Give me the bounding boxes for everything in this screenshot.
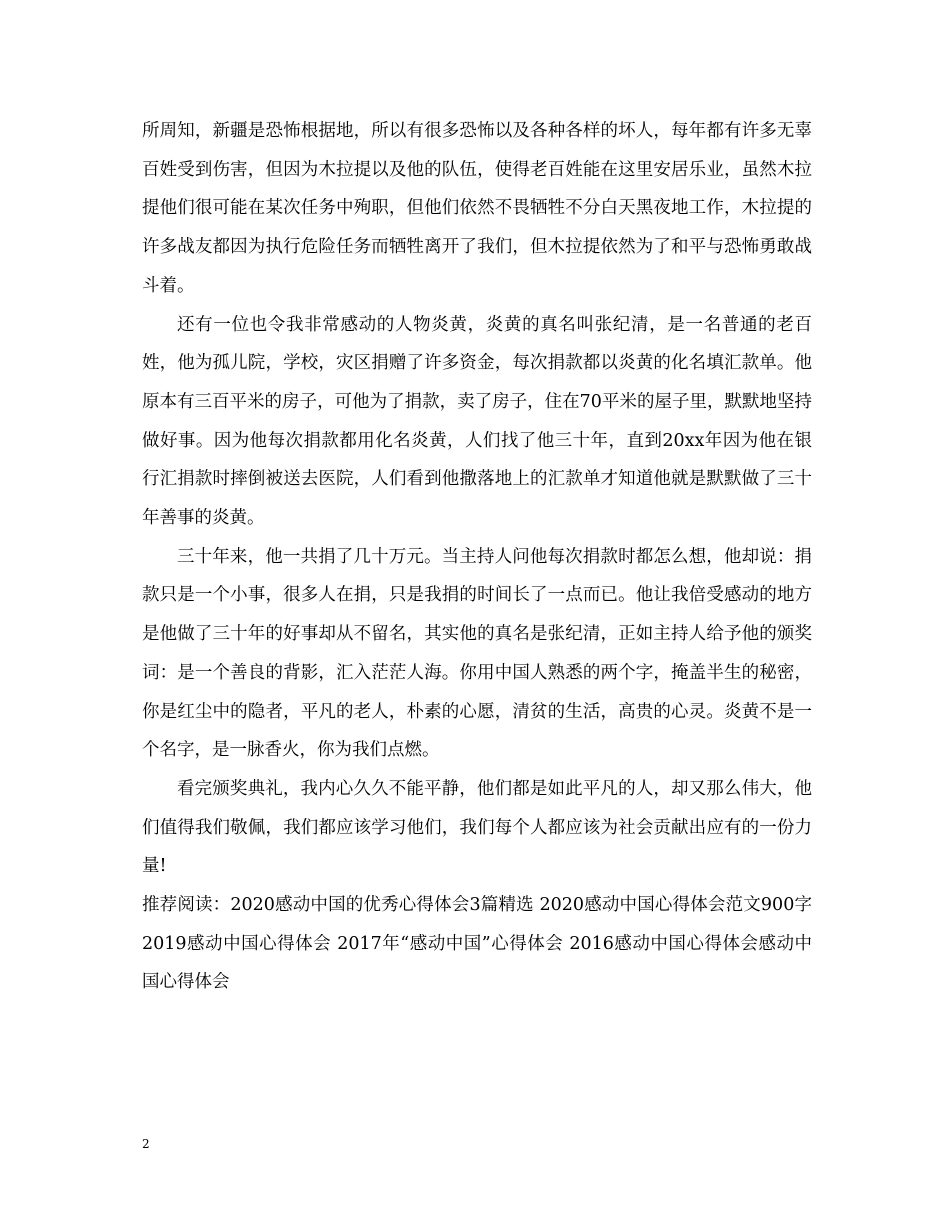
document-body bbox=[142, 112, 812, 1002]
page-number: 2 bbox=[142, 1137, 150, 1151]
paragraph-thirty-years: 三十年来，他一共捐了几十万元。当主持人问他每次捐款时都怎么想，他却说：捐款只是一个小事，很多人在捐，只是我捐的时间长了一点而已。他让我倍受感动的地方是他做了三十年的好事却从不留名，其实他的真名是张纪清，正如主持人给予他的颁奖词：是一个善良的背影，汇入茫茫人海。你用中国人熟悉的两个字，掩盖半生的秘密，你是红尘中的隐者，平凡的老人，朴素的心愿，清贫的生活，高贵的心灵。炎黄不是一个名字，是一脉香火，你为我们点燃。 bbox=[142, 546, 812, 761]
paragraph-continuation: 所周知，新疆是恐怖根据地，所以有很多恐怖以及各种各样的坏人，每年都有许多无辜百姓受到伤害，但因为木拉提以及他的队伍，使得老百姓能在这里安居乐业，虽然木拉提他们很可能在某次任务中殉职，但他们依然不畏牺牲不分白天黑夜地工作，木拉提的许多战友都因为执行危险任务而牺牲离开了我们，但木拉提依然为了和平与恐怖勇敢战斗着。 bbox=[142, 121, 812, 296]
paragraph-yanhuang: 还有一位也令我非常感动的人物炎黄，炎黄的真名叫张纪清，是一名普通的老百姓，他为孤儿院，学校，灾区捐赠了许多资金，每次捐款都以炎黄的化名填汇款单。他原本有三百平米的房子，可他为了捐款，卖了房子，住在70平米的屋子里，默默地坚持做好事。因为他每次捐款都用化名炎黄，人们找了他三十年，直到20xx年因为他在银行汇捐款时摔倒被送去医院，人们看到他撒落地上的汇款单才知道他就是默默做了三十年善事的炎黄。 bbox=[142, 314, 812, 529]
paragraph-conclusion: 看完颁奖典礼，我内心久久不能平静，他们都是如此平凡的人，却又那么伟大，他们值得我们敬佩，我们都应该学习他们，我们每个人都应该为社会贡献出应有的一份力量! bbox=[142, 778, 812, 877]
recommended-reading: 推荐阅读：2020感动中国的优秀心得体会3篇精选 2020感动中国心得体会范文900字 2019感动中国心得体会 2017年“感动中国”心得体会 2016感动中国心得体会感动中国心得体会 bbox=[142, 895, 812, 993]
